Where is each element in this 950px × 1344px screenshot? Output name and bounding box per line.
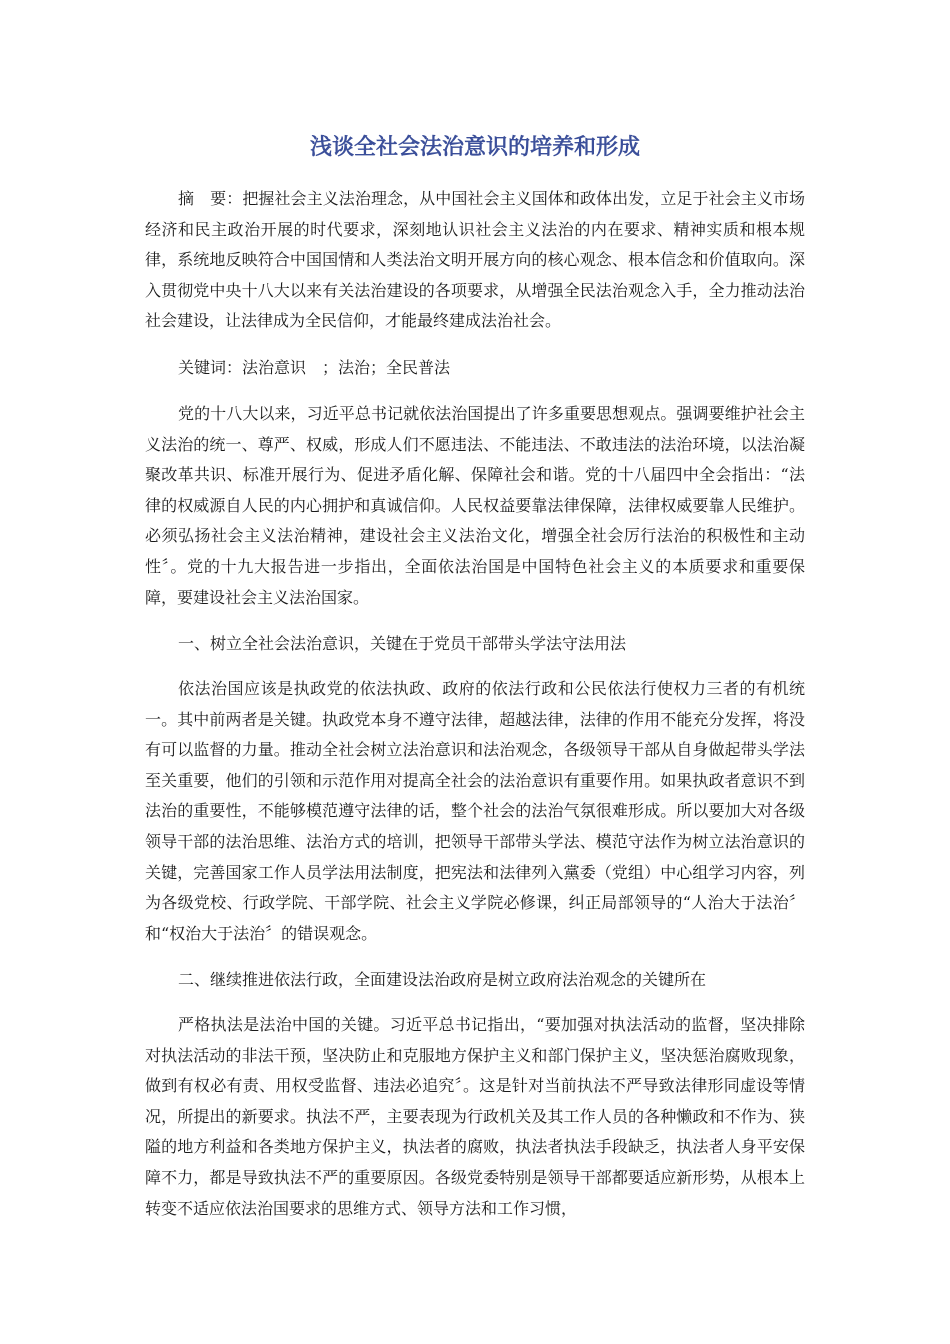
abstract-paragraph: 摘 要：把握社会主义法治理念，从中国社会主义国体和政体出发，立足于社会主义市场经济和民主政治开展的时代要求，深刻地认识社会主义法治的内在要求、精神实质和根本规律，系统地反映符合中国国情和人类法治文明开展方向的核心观念、根本信念和价值取向。深入贯彻党中央十八大以来有关法治建设的各项要求，从增强全民法治观念入手，全力推动法治社会建设，让法律成为全民信仰，才能最终建成法治社会。 — [145, 189, 805, 331]
keywords-line: 关键词：法治意识 ；法治；全民普法 — [178, 358, 451, 377]
section-1-heading: 一、树立全社会法治意识，关键在于党员干部带头学法守法用法 — [178, 634, 627, 653]
document-title: 浅谈全社会法治意识的培养和形成 — [309, 135, 640, 160]
section-2-heading: 二、继续推进依法行政，全面建设法治政府是树立政府法治观念的关键所在 — [178, 970, 707, 989]
intro-paragraph: 党的十八大以来，习近平总书记就依法治国提出了许多重要思想观点。强调要维护社会主义法治的统一、尊严、权威，形成人们不愿违法、不能违法、不敢违法的法治环境，以法治凝聚改革共识、标准开展行为、促进矛盾化解、保障社会和谐。党的十八届四中全会指出：“法律的权威源自人民的内心拥护和真诚信仰。人民权益要靠法律保障，法律权威要靠人民维护。必须弘扬社会主义法治精神，建设社会主义法治文化，增强全社会厉行法治的积极性和主动性〞。党的十九大报告进一步指出，全面依法治国是中国特色社会主义的本质要求和重要保障，要建设社会主义法治国家。 — [145, 404, 805, 607]
section-2-paragraph: 严格执法是法治中国的关键。习近平总书记指出，“要加强对执法活动的监督，坚决排除对执法活动的非法干预，坚决防止和克服地方保护主义和部门保护主义，坚决惩治腐败现象，做到有权必有责、用权受监督、违法必追究〞。这是针对当前执法不严导致法律形同虚设等情况，所提出的新要求。执法不严，主要表现为行政机关及其工作人员的各种懒政和不作为、狭隘的地方利益和各类地方保护主义，执法者的腐败，执法者执法手段缺乏，执法者人身平安保障不力，都是导致执法不严的重要原因。各级党委特别是领导干部都要适应新形势，从根本上转变不适应依法治国要求的思维方式、领导方法和工作习惯， — [145, 1015, 805, 1218]
section-1-paragraph: 依法治国应该是执政党的依法执政、政府的依法行政和公民依法行使权力三者的有机统一。其中前两者是关键。执政党本身不遵守法律，超越法律，法律的作用不能充分发挥，将没有可以监督的力量。推动全社会树立法治意识和法治观念，各级领导干部从自身做起带头学法至关重要，他们的引领和示范作用对提高全社会的法治意识有重要作用。如果执政者意识不到法治的重要性，不能够模范遵守法律的话，整个社会的法治气氛很难形成。所以要加大对各级领导干部的法治思维、法治方式的培训，把领导干部带头学法、模范守法作为树立法治意识的关键，完善国家工作人员学法用法制度，把宪法和法律列入黨委（党组）中心组学习内容，列为各级党校、行政学院、干部学院、社会主义学院必修课，纠正局部领导的“人治大于法治〞和“权治大于法治〞的错误观念。 — [145, 679, 805, 943]
